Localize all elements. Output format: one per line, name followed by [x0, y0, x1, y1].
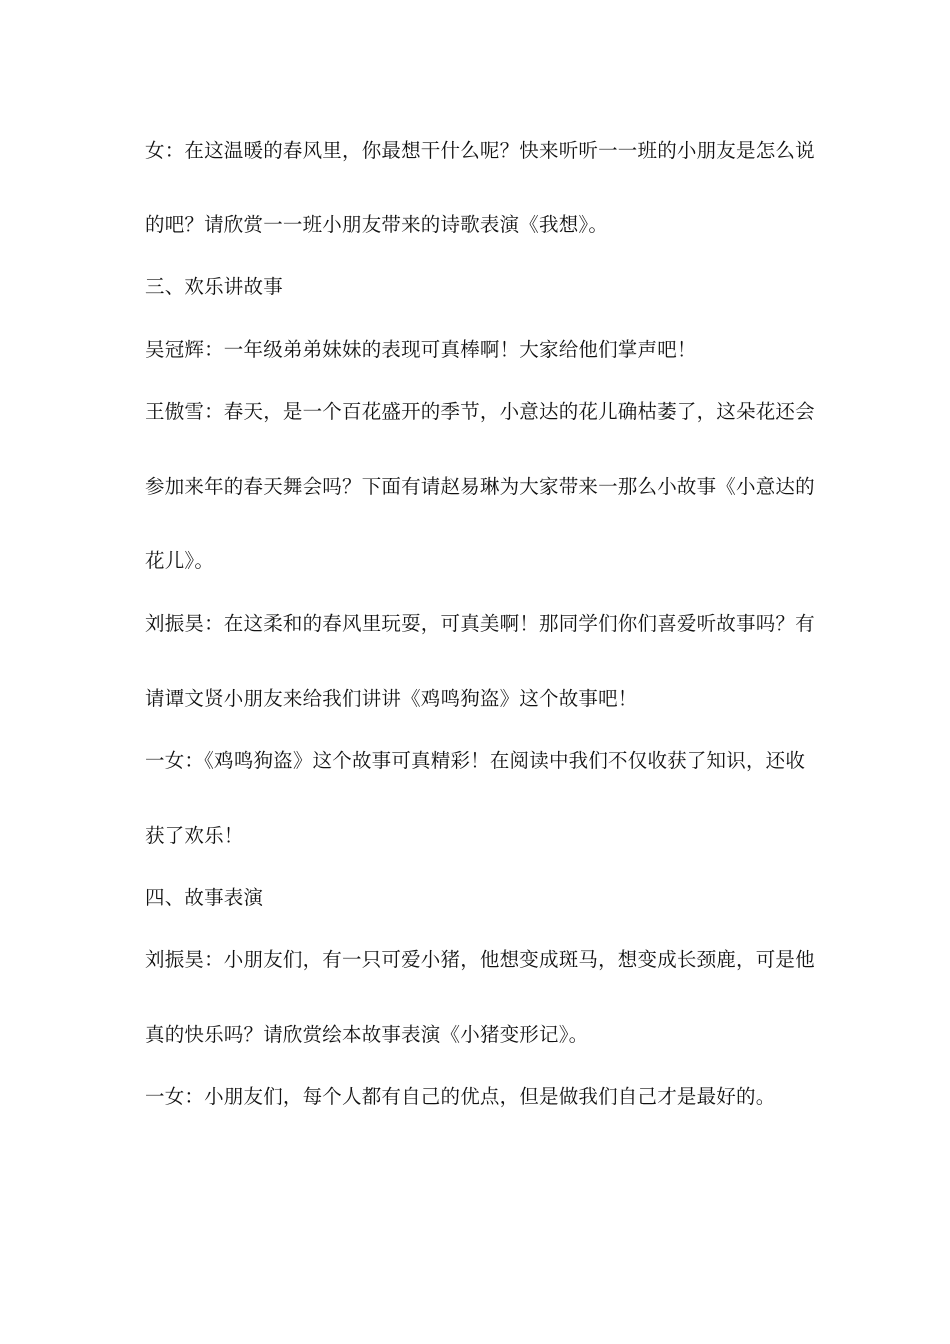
section-heading: 四、故事表演 — [145, 886, 264, 909]
text-line: 刘振昊：小朋友们，有一只可爱小猪，他想变成斑马，想变成长颈鹿，可是他 — [145, 948, 815, 971]
text-line: 吴冠辉：一年级弟弟妹妹的表现可真棒啊！大家给他们掌声吧！ — [145, 338, 697, 361]
text-line: 女：在这温暖的春风里，你最想干什么呢？快来听听一一班的小朋友是怎么说 — [145, 139, 815, 162]
text-line: 请谭文贤小朋友来给我们讲讲《鸡鸣狗盗》这个故事吧！ — [145, 687, 638, 710]
text-line: 真的快乐吗？请欣赏绘本故事表演《小猪变形记》。 — [145, 1023, 589, 1046]
text-line: 刘振昊：在这柔和的春风里玩耍，可真美啊！那同学们你们喜爱听故事吗？有 — [145, 612, 815, 635]
text-line: 一女：《鸡鸣狗盗》这个故事可真精彩！在阅读中我们不仅收获了知识，还收 — [145, 749, 806, 772]
text-line: 参加来年的春天舞会吗？下面有请赵易琳为大家带来一那么小故事《小意达的 — [145, 475, 815, 498]
text-line: 花儿》。 — [145, 549, 215, 572]
section-heading: 三、欢乐讲故事 — [145, 275, 283, 298]
text-line: 王傲雪：春天，是一个百花盛开的季节，小意达的花儿确枯萎了，这朵花还会 — [145, 400, 815, 423]
text-line: 一女：小朋友们，每个人都有自己的优点，但是做我们自己才是最好的。 — [145, 1085, 776, 1108]
text-line: 获了欢乐！ — [145, 824, 244, 847]
text-line: 的吧？请欣赏一一班小朋友带来的诗歌表演《我想》。 — [145, 213, 609, 236]
